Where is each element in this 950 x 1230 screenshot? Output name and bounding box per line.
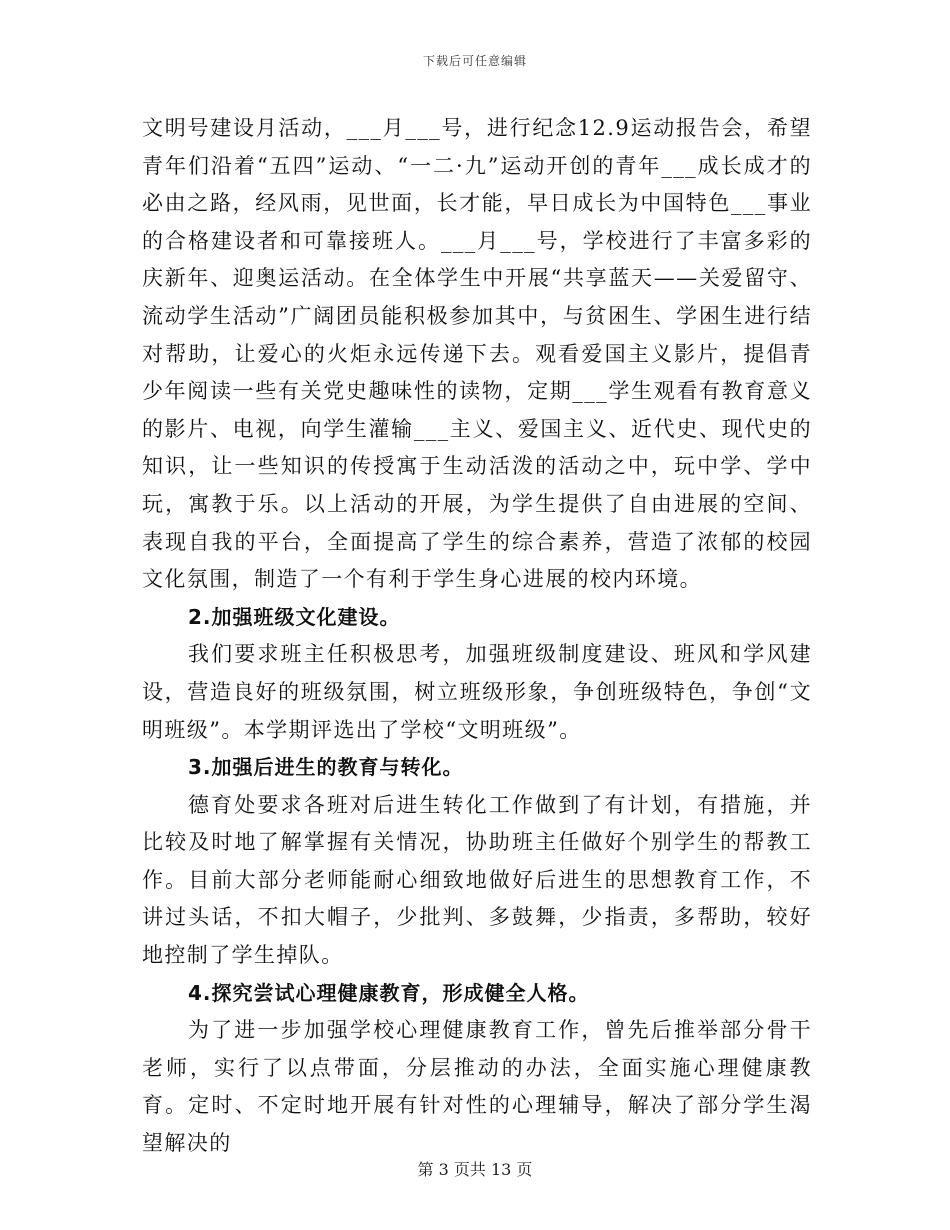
section-heading-struggling-students: 3.加强后进生的教育与转化。 bbox=[188, 755, 464, 780]
document-body bbox=[142, 110, 812, 1163]
section-heading-class-culture: 2.加强班级文化建设。 bbox=[188, 604, 401, 629]
paragraph-struggling-students: 德育处要求各班对后进生转化工作做到了有计划，有措施，并比较及时地了解掌握有关情况，协助班主任做好个别学生的帮教工作。目前大部分老师能耐心细致地做好后进生的思想教育工作，不讲过头话，不扣大帽子，少批判、多鼓舞，少指责，多帮助，较好地控制了学生掉队。 bbox=[142, 792, 812, 968]
page-header: 下载后可任意编辑 bbox=[422, 54, 527, 68]
page-footer-page-number: 第 3 页共 13 页 bbox=[417, 1160, 533, 1179]
paragraph-activities: 文明号建设月活动，___月___号，进行纪念12.9运动报告会，希望青年们沿着“五四”运动、“一二·九”运动开创的青年___成长成才的必由之路，经风雨，见世面，长才能，早日成长为中国特色___事业的合格建设者和可靠接班人。___月___号，学校进行了丰富多彩的庆新年、迎奥运活动。在全体学生中开展“共享蓝天——关爱留守、流动学生活动”广阔团员能积极参加其中，与贫困生、学困生进行结对帮助，让爱心的火炬永远传递下去。观看爱国主义影片，提倡青少年阅读一些有关党史趣味性的读物，定期___学生观看有教育意义的影片、电视，向学生灌输___主义、爱国主义、近代史、现代史的知识，让一些知识的传授寓于生动活泼的活动之中，玩中学、学中玩，寓教于乐。以上活动的开展，为学生提供了自由进展的空间、表现自我的平台，全面提高了学生的综合素养，营造了浓郁的校园文化氛围，制造了一个有利于学生身心进展的校内环境。 bbox=[142, 116, 812, 592]
section-heading-mental-health: 4.探究尝试心理健康教育，形成健全人格。 bbox=[188, 980, 590, 1005]
paragraph-mental-health: 为了进一步加强学校心理健康教育工作，曾先后推举部分骨干老师，实行了以点带面，分层推动的办法，全面实施心理健康教育。定时、不定时地开展有针对性的心理辅导，解决了部分学生渴望解决的 bbox=[142, 1018, 812, 1156]
paragraph-class-culture: 我们要求班主任积极思考，加强班级制度建设、班风和学风建设，营造良好的班级氛围，树立班级形象，争创班级特色，争创“文明班级”。本学期评选出了学校“文明班级”。 bbox=[142, 642, 812, 742]
